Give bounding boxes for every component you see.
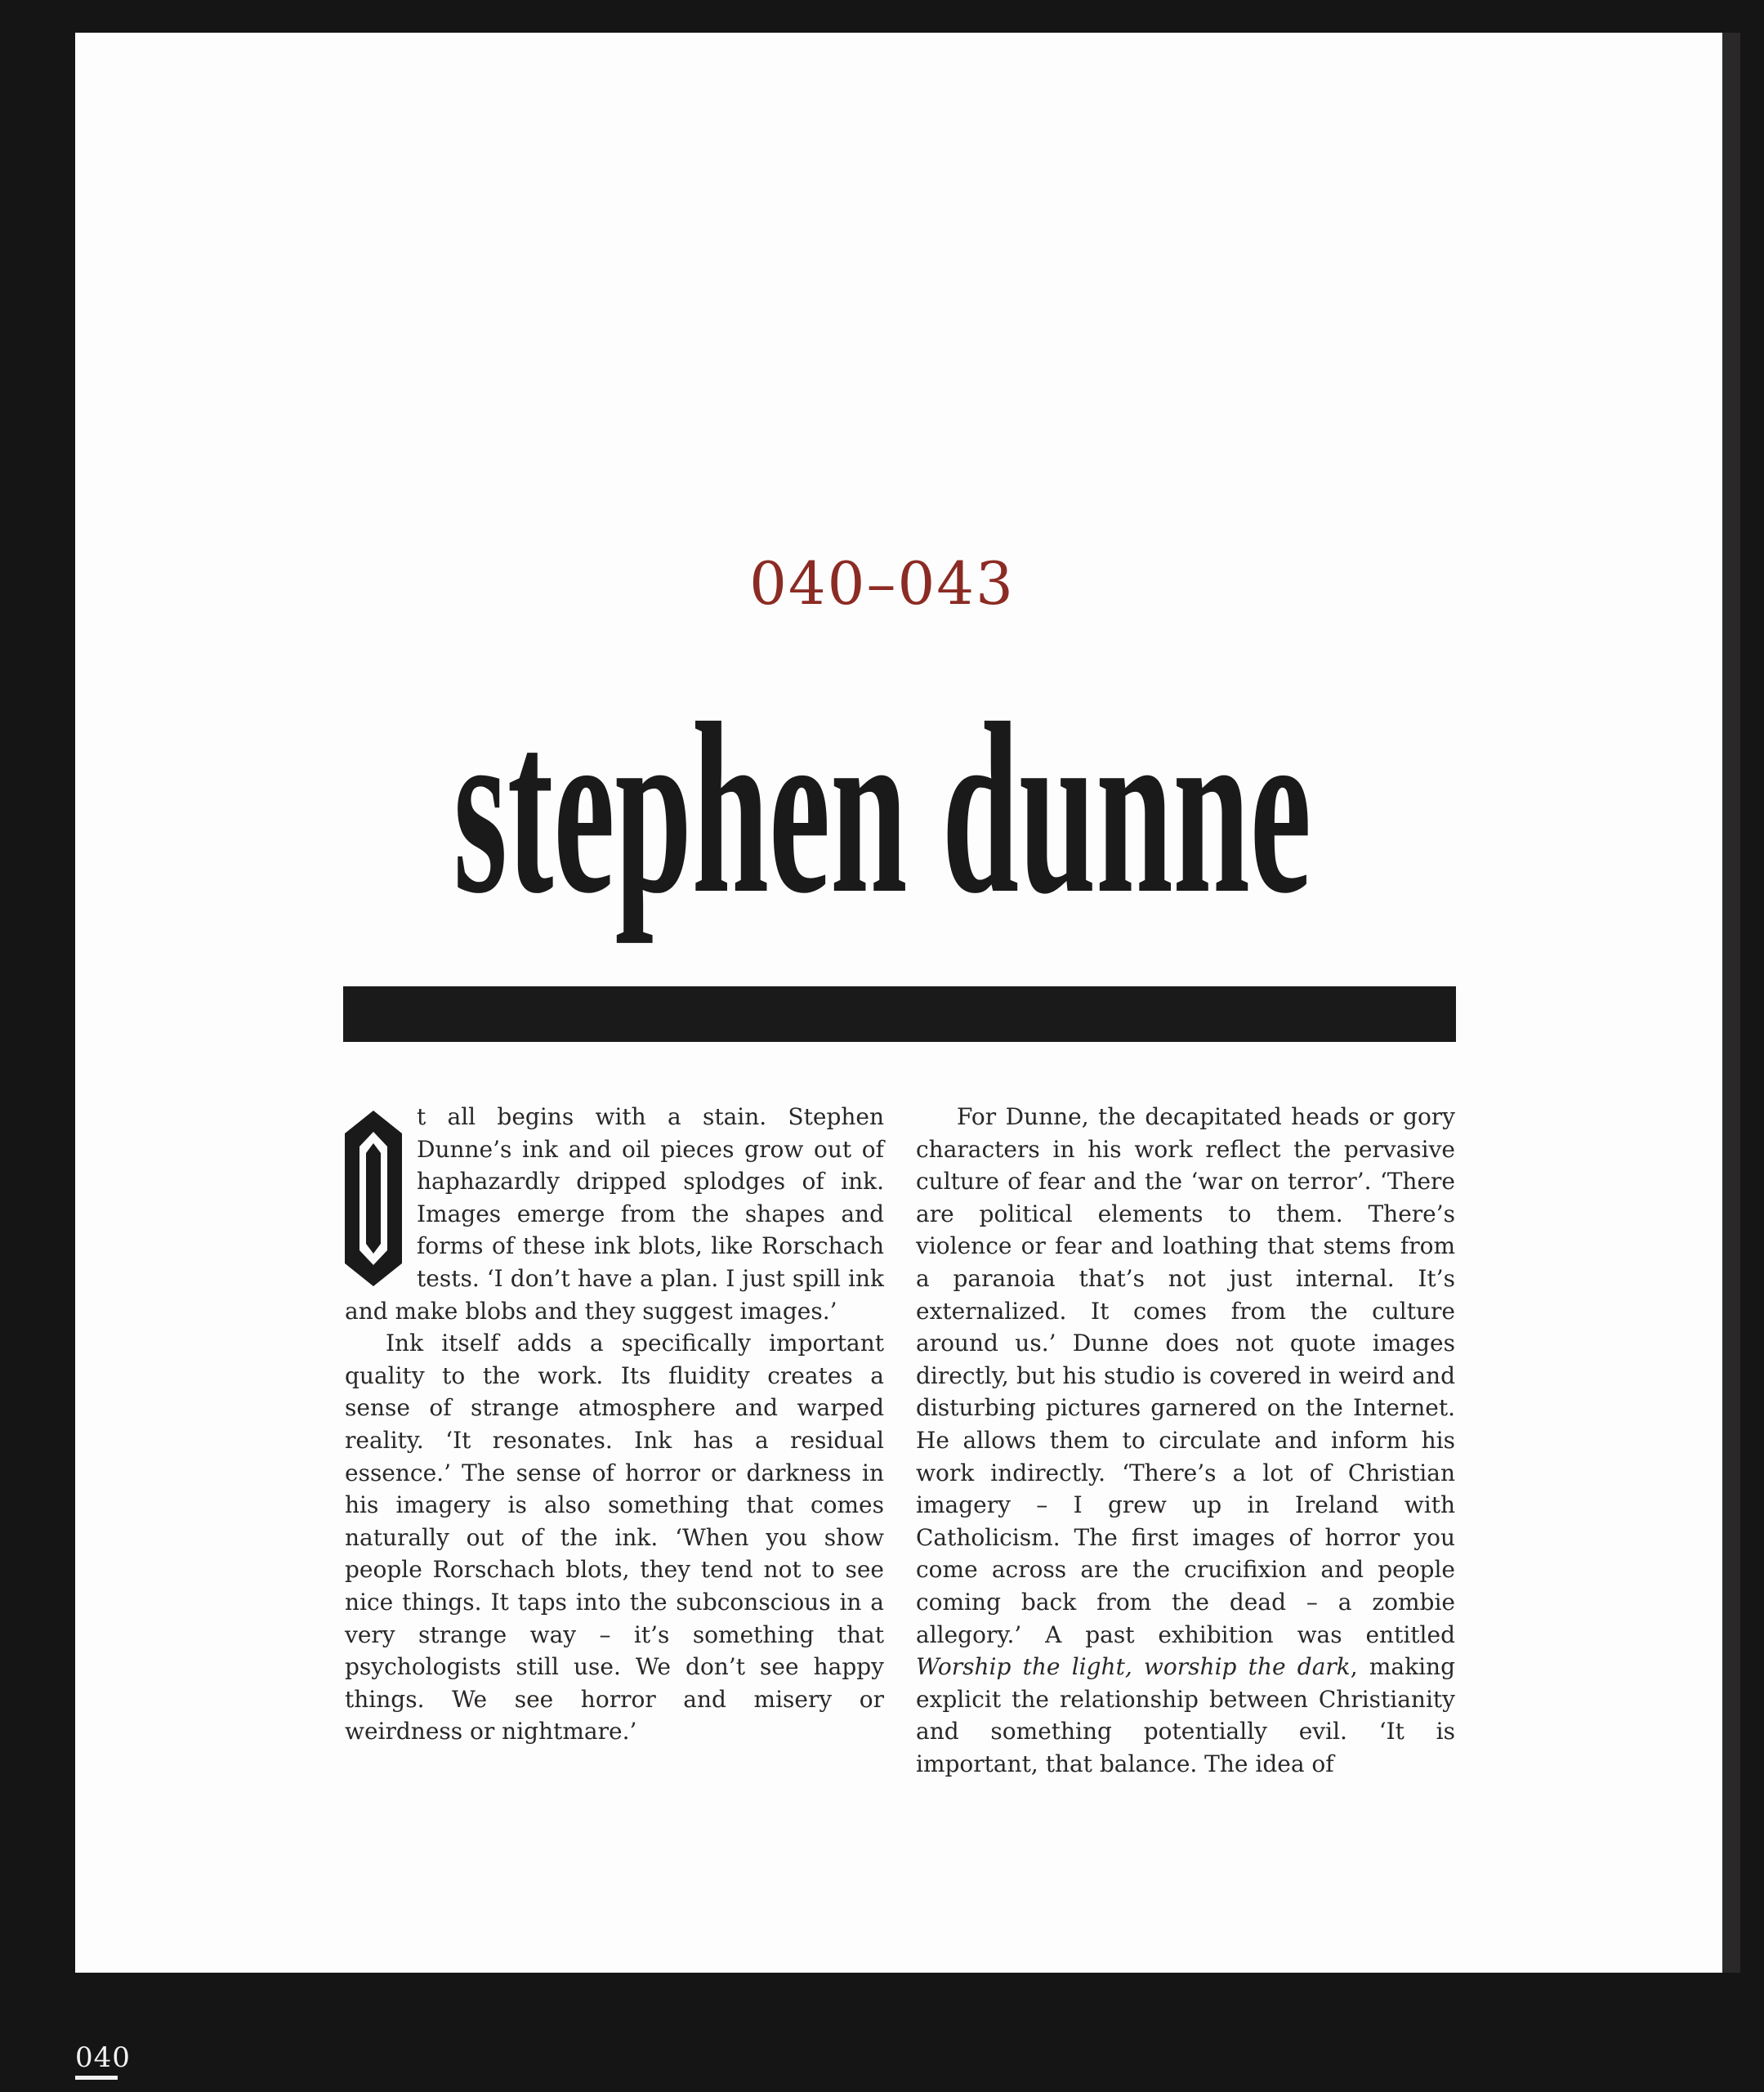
blackletter-title	[409, 646, 1356, 964]
title-rule	[343, 986, 1456, 1042]
page-range: 040–043	[749, 549, 1015, 618]
exhibition-title: Worship the light, worship the dark	[916, 1653, 1351, 1681]
artist-title	[0, 646, 1764, 964]
title-text: stephen dunne	[453, 673, 1311, 944]
folio-underline	[75, 2076, 118, 2080]
right-paragraph-1-part-a: For Dunne, the decapitated heads or gory characters in his work reflect the pervasive culture of fear and the ‘war on terror’. ‘There are political elements to them. There’s violence or fear and loathing that stems from a paranoia that’s not just internal. It’s externalized. It comes from the culture around us.’ Dunne does not quote images directly, but his studio is covered in weird and disturbing pictures garnered on the Internet. He allows them to circulate and inform his work indirectly. ‘There’s a lot of Christian imagery – I grew up in Ireland with Catholicism. The first images of horror you come across are the crucifixion and people coming back from the dead – a zombie allegory.’ A past exhibition was entitled	[916, 1103, 1455, 1648]
left-paragraph-1: t all begins with a stain. Stephen Dunne’s ink and oil pieces grow out of haphazardly dripped splodges of ink. Images emerge from the shapes and forms of these ink blots, like Rorschach tests. ‘I don’t have a plan. I just spill ink and make blobs and they suggest images.’	[345, 1103, 884, 1325]
page-edge-shadow	[1722, 33, 1740, 1973]
article-column-right	[916, 1101, 1455, 1780]
left-paragraph-2: Ink itself adds a specifically important quality to the work. Its fluidity creates a sense of strange atmosphere and warped reality. ‘It resonates. Ink has a residual essence.’ The sense of horror or darkness in his imagery is also something that comes naturally out of the ink. ‘When you show people Rorschach blots, they tend not to see nice things. It taps into the subconscious in a very strange way – it’s something that psychologists still use. We don’t see happy things. We see horror and misery or weirdness or nightmare.’	[345, 1330, 884, 1746]
article-column-left	[345, 1101, 884, 1748]
folio-page-number: 040	[75, 2041, 131, 2074]
dropcap-letter	[345, 1111, 402, 1286]
right-paragraph-1-part-b: , making explicit the relationship between Christianity and something potentially evil. ‘It is important, that balance. The idea of	[916, 1653, 1455, 1777]
right-paragraph-1	[916, 1101, 1455, 1780]
